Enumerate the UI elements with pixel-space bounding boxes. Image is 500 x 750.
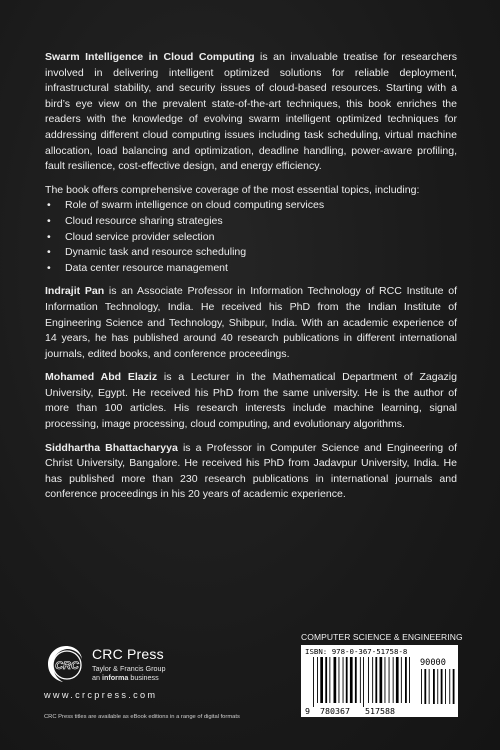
author-bio-elaziz xyxy=(45,370,457,432)
ean-digits: 9 780367 517588 xyxy=(305,706,395,716)
coverage-lead: The book offers comprehensive coverage of the most essential topics, including: xyxy=(45,183,420,196)
topics-list xyxy=(45,198,457,276)
intro-text: is an invaluable treatise for researchers involved in delivering intelligent optimized solutions for reliable deployment, infrastructural stability, and security issues of cloud-based resources. Starting with a bird’s eye view on the prevalent state-of-the-art techniques, this book enriches the readers with the knowledge of evolving swarm intelligent optimized techniques for addressing different cloud computing issues including task scheduling, virtual machine allocation, load balancing and optimization, deadline handling, power-aware profiling, fault resilience, cost-effective design, and energy efficiency. xyxy=(45,51,457,173)
author-name: Indrajit Pan xyxy=(45,285,105,298)
isbn-barcode xyxy=(301,645,458,717)
publisher-informa: an informa business xyxy=(92,673,159,682)
publisher-brand xyxy=(92,646,166,682)
topic-item: • Dynamic task and resource scheduling xyxy=(45,245,457,261)
publisher-name: CRC Press xyxy=(92,646,164,662)
author-bio-bhattacharyya xyxy=(45,441,457,503)
book-title: Swarm Intelligence in Cloud Computing xyxy=(45,51,255,63)
author-bio-pan xyxy=(45,284,457,362)
crc-press-logo-icon xyxy=(44,642,88,686)
topic-item: • Cloud service provider selection xyxy=(45,230,457,246)
isbn-label: ISBN: 978-0-367-51758-8 xyxy=(305,647,408,656)
intro-paragraph xyxy=(45,50,457,175)
author-name: Siddhartha Bhattacharyya xyxy=(45,441,178,454)
price-code: 90000 xyxy=(420,658,446,668)
crc-logo-text: CRC xyxy=(55,660,79,672)
topic-item: • Data center resource management xyxy=(45,261,457,277)
author-bio-text: is a Professor in Computer Science and Engineering of Christ University, Bangalore. He received his PhD from Jadavpur University, India. He has published more than 230 research publications in international journals and conference proceedings in his 20 years of academic experience. xyxy=(45,441,458,501)
author-name: Mohamed Abd Elaziz xyxy=(45,371,158,384)
topic-item: • Cloud resource sharing strategies xyxy=(45,214,457,230)
author-bio-text: is a Lecturer in the Mathematical Department of Zagazig University, Egypt. He received his PhD from the same university. He is the author of more than 100 articles. His research interests include machine learning, signal processing, image processing, cloud computing, and evolutionary algorithms. xyxy=(45,371,457,431)
publisher-website: www.crcpress.com xyxy=(44,690,158,700)
ebook-note: CRC Press titles are available as eBook editions in a range of digital formats xyxy=(44,714,240,720)
subject-category: COMPUTER SCIENCE & ENGINEERING xyxy=(301,632,463,642)
back-cover-text xyxy=(45,50,457,511)
publisher-group: Taylor & Francis Group xyxy=(92,664,166,673)
topic-item: • Role of swarm intelligence on cloud computing services xyxy=(45,198,457,214)
author-bio-text: is an Associate Professor in Information Technology of RCC Institute of Information Technology, India. He received his PhD from the Indian Institute of Engineering Science and Technology, Shibpur, India. With an academic experience of 14 years, he has published around 40 research publications in different international journals, edited books, and conference proceedings. xyxy=(45,285,457,360)
